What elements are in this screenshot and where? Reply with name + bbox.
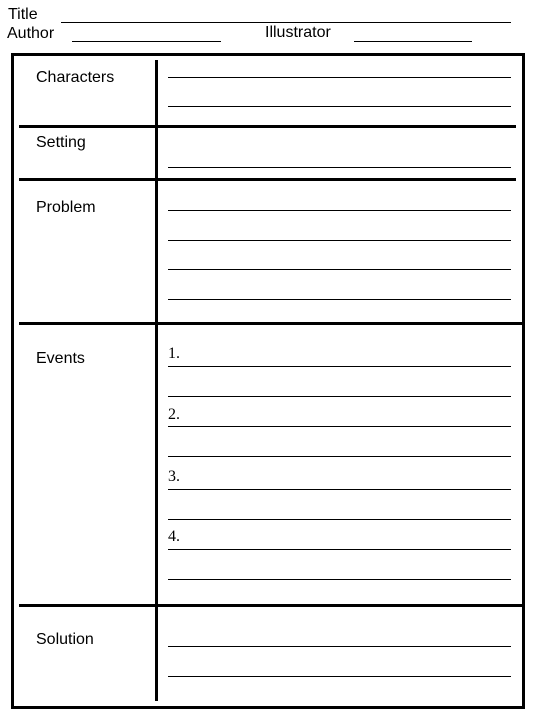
events-writing-line[interactable] xyxy=(168,489,511,490)
event-number-2: 2. xyxy=(168,406,180,423)
problem-writing-line[interactable] xyxy=(168,210,511,211)
events-writing-line[interactable] xyxy=(168,426,511,427)
title-field[interactable] xyxy=(61,22,511,23)
solution-writing-line[interactable] xyxy=(168,646,511,647)
divider-characters-setting xyxy=(19,125,516,128)
events-writing-line[interactable] xyxy=(168,579,511,580)
illustrator-label: Illustrator xyxy=(265,24,331,41)
problem-writing-line[interactable] xyxy=(168,240,511,241)
author-label: Author xyxy=(7,25,55,42)
event-number-4: 4. xyxy=(168,528,180,545)
events-writing-line[interactable] xyxy=(168,366,511,367)
problem-writing-line[interactable] xyxy=(168,269,511,270)
author-field[interactable] xyxy=(72,41,221,42)
characters-writing-line[interactable] xyxy=(168,106,511,107)
section-label-problem: Problem xyxy=(36,199,96,216)
events-writing-line[interactable] xyxy=(168,549,511,550)
section-label-solution: Solution xyxy=(36,631,94,648)
section-label-events: Events xyxy=(36,350,85,367)
setting-writing-line[interactable] xyxy=(168,167,511,168)
illustrator-field[interactable] xyxy=(354,41,472,42)
events-writing-line[interactable] xyxy=(168,396,511,397)
title-label: Title xyxy=(8,6,38,23)
section-label-characters: Characters xyxy=(36,69,115,86)
divider-events-solution xyxy=(19,604,522,607)
event-number-3: 3. xyxy=(168,468,180,485)
events-writing-line[interactable] xyxy=(168,519,511,520)
problem-writing-line[interactable] xyxy=(168,299,511,300)
divider-setting-problem xyxy=(19,178,516,181)
characters-writing-line[interactable] xyxy=(168,77,511,78)
story-map-frame xyxy=(11,53,525,709)
event-number-1: 1. xyxy=(168,345,180,362)
solution-writing-line[interactable] xyxy=(168,676,511,677)
section-label-setting: Setting xyxy=(36,134,86,151)
divider-problem-events xyxy=(19,322,522,325)
events-writing-line[interactable] xyxy=(168,456,511,457)
